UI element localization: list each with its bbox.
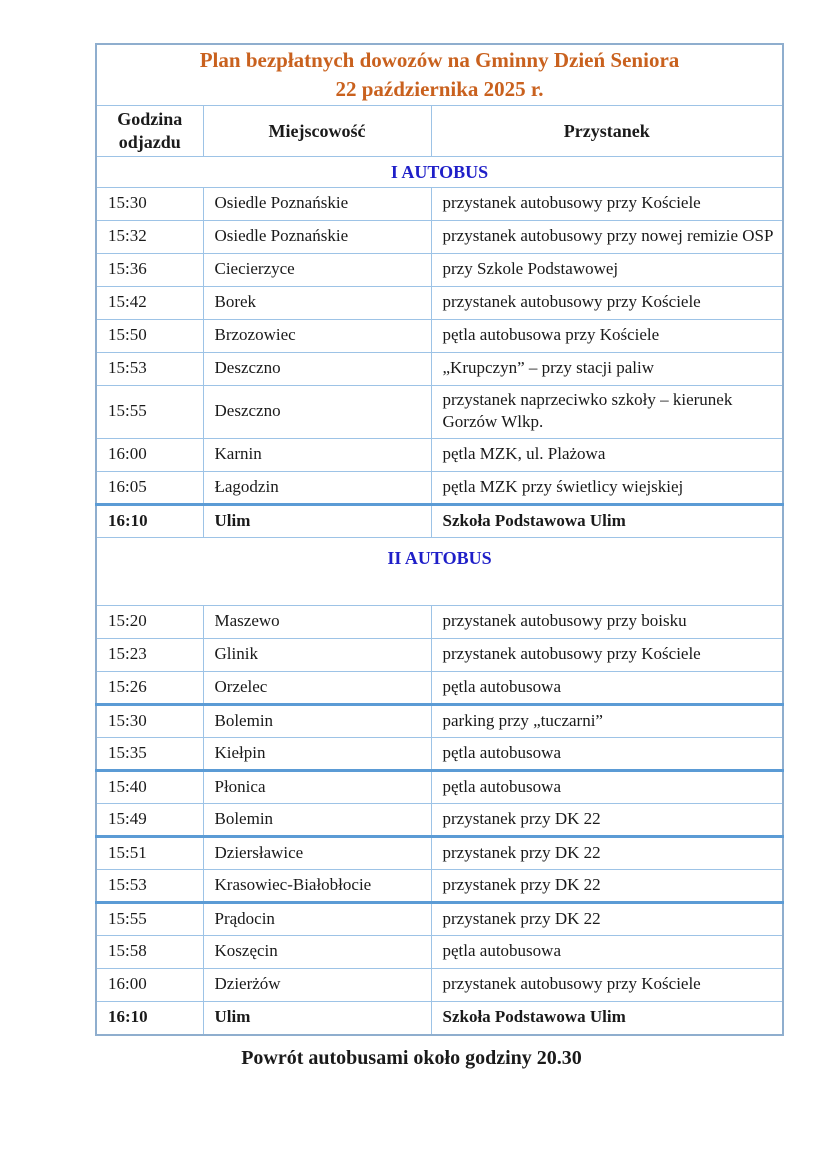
time-cell: 15:30 — [96, 705, 203, 738]
time-cell: 15:26 — [96, 672, 203, 705]
time-cell: 15:49 — [96, 804, 203, 837]
time-cell: 15:53 — [96, 870, 203, 903]
stop-cell: przystanek autobusowy przy boisku — [431, 606, 783, 639]
place-cell: Dzierżów — [203, 969, 431, 1002]
column-header-row — [96, 106, 783, 157]
time-cell: 16:00 — [96, 439, 203, 472]
stop-cell: parking przy „tuczarni” — [431, 705, 783, 738]
table-row — [96, 472, 783, 505]
stop-cell: przystanek przy DK 22 — [431, 903, 783, 936]
stop-cell: „Krupczyn” – przy stacji paliw — [431, 353, 783, 386]
table-row — [96, 672, 783, 705]
table-row — [96, 870, 783, 903]
document-title — [96, 44, 783, 106]
section-header-row — [96, 157, 783, 188]
stop-cell: przystanek przy DK 22 — [431, 804, 783, 837]
time-cell: 15:40 — [96, 771, 203, 804]
title-line-2: 22 października 2025 r. — [335, 77, 544, 101]
time-cell: 15:23 — [96, 639, 203, 672]
place-cell: Dziersławice — [203, 837, 431, 870]
place-cell: Brzozowiec — [203, 320, 431, 353]
stop-cell: przystanek naprzeciwko szkoły – kierunek Gorzów Wlkp. — [431, 386, 783, 439]
stop-cell: pętla autobusowa — [431, 936, 783, 969]
place-cell: Deszczno — [203, 386, 431, 439]
stop-cell: Szkoła Podstawowa Ulim — [431, 505, 783, 538]
stop-cell: pętla autobusowa — [431, 738, 783, 771]
table-row — [96, 353, 783, 386]
table-row — [96, 287, 783, 320]
place-cell: Ciecierzyce — [203, 254, 431, 287]
table-row — [96, 936, 783, 969]
stop-cell: przystanek przy DK 22 — [431, 837, 783, 870]
table-row — [96, 439, 783, 472]
table-row — [96, 320, 783, 353]
table-row — [96, 771, 783, 804]
stop-cell: przy Szkole Podstawowej — [431, 254, 783, 287]
time-cell: 15:53 — [96, 353, 203, 386]
place-cell: Osiedle Poznańskie — [203, 221, 431, 254]
time-cell: 16:10 — [96, 1002, 203, 1035]
place-cell: Borek — [203, 287, 431, 320]
column-header-time: Godzina odjazdu — [96, 106, 203, 157]
stop-cell: pętla autobusowa — [431, 771, 783, 804]
place-cell: Prądocin — [203, 903, 431, 936]
time-cell: 15:35 — [96, 738, 203, 771]
stop-cell: przystanek autobusowy przy Kościele — [431, 287, 783, 320]
time-cell: 15:51 — [96, 837, 203, 870]
table-row — [96, 606, 783, 639]
stop-cell: przystanek autobusowy przy Kościele — [431, 639, 783, 672]
time-cell: 15:32 — [96, 221, 203, 254]
schedule-table-wrapper — [95, 43, 784, 1036]
time-cell: 15:30 — [96, 188, 203, 221]
place-cell: Osiedle Poznańskie — [203, 188, 431, 221]
time-cell: 15:20 — [96, 606, 203, 639]
stop-cell: pętla autobusowa przy Kościele — [431, 320, 783, 353]
section-label: I AUTOBUS — [96, 157, 783, 188]
time-cell: 16:00 — [96, 969, 203, 1002]
table-row — [96, 1002, 783, 1035]
table-row — [96, 221, 783, 254]
title-row — [96, 44, 783, 106]
stop-cell: przystanek autobusowy przy nowej remizie OSP — [431, 221, 783, 254]
column-header-stop: Przystanek — [431, 106, 783, 157]
table-row — [96, 505, 783, 538]
stop-cell: przystanek autobusowy przy Kościele — [431, 969, 783, 1002]
table-row — [96, 969, 783, 1002]
place-cell: Kiełpin — [203, 738, 431, 771]
place-cell: Ulim — [203, 505, 431, 538]
table-row — [96, 738, 783, 771]
time-cell: 15:36 — [96, 254, 203, 287]
place-cell: Ulim — [203, 1002, 431, 1035]
place-cell: Krasowiec-Białobłocie — [203, 870, 431, 903]
time-cell: 16:05 — [96, 472, 203, 505]
place-cell: Płonica — [203, 771, 431, 804]
return-info-text: Powrót autobusami około godziny 20.30 — [241, 1047, 582, 1069]
stop-cell: pętla MZK, ul. Plażowa — [431, 439, 783, 472]
table-row — [96, 188, 783, 221]
time-cell: 15:50 — [96, 320, 203, 353]
place-cell: Bolemin — [203, 705, 431, 738]
schedule-table — [95, 43, 784, 1036]
place-cell: Deszczno — [203, 353, 431, 386]
table-row — [96, 705, 783, 738]
place-cell: Orzelec — [203, 672, 431, 705]
time-cell: 15:58 — [96, 936, 203, 969]
title-line-1: Plan bezpłatnych dowozów na Gminny Dzień Seniora — [199, 48, 680, 72]
stop-cell: przystanek autobusowy przy Kościele — [431, 188, 783, 221]
stop-cell: przystanek przy DK 22 — [431, 870, 783, 903]
place-cell: Karnin — [203, 439, 431, 472]
table-row — [96, 639, 783, 672]
table-row — [96, 804, 783, 837]
place-cell: Bolemin — [203, 804, 431, 837]
place-cell: Glinik — [203, 639, 431, 672]
stop-cell: pętla autobusowa — [431, 672, 783, 705]
table-row — [96, 903, 783, 936]
time-cell: 15:55 — [96, 386, 203, 439]
time-cell: 15:42 — [96, 287, 203, 320]
time-cell: 15:55 — [96, 903, 203, 936]
section-label: II AUTOBUS — [96, 538, 783, 606]
stop-cell: pętla MZK przy świetlicy wiejskiej — [431, 472, 783, 505]
table-row — [96, 254, 783, 287]
table-row — [96, 386, 783, 439]
place-cell: Maszewo — [203, 606, 431, 639]
place-cell: Koszęcin — [203, 936, 431, 969]
place-cell: Łagodzin — [203, 472, 431, 505]
time-cell: 16:10 — [96, 505, 203, 538]
column-header-place: Miejscowość — [203, 106, 431, 157]
section-header-row — [96, 538, 783, 606]
stop-cell: Szkoła Podstawowa Ulim — [431, 1002, 783, 1035]
table-row — [96, 837, 783, 870]
